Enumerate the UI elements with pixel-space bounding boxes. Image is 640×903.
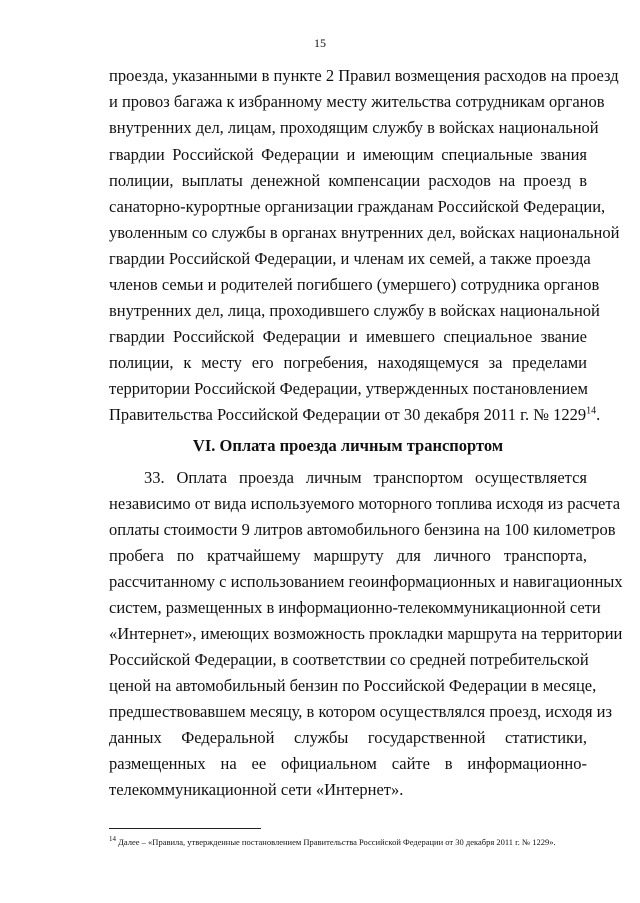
text-line: независимо от вида используемого моторного топлива исходя из расчета [109, 494, 621, 513]
text-line: гвардии Российской Федерации и имевшего специальное звание [109, 327, 587, 346]
text-line: Российской Федерации, в соответствии со средней потребительской [109, 650, 589, 669]
section-heading: VI. Оплата проезда личным транспортом [192, 436, 504, 455]
sentence-end: . [596, 405, 601, 424]
text-line: данных Федеральной службы государственной статистики, [109, 728, 587, 747]
text-line: внутренних дел, лицам, проходящим службу в войсках национальной [109, 118, 599, 137]
text-line: санаторно-курортные организации гражданам Российской Федерации, [109, 197, 606, 216]
text-line: полиции, выплаты денежной компенсации расходов на проезд в [109, 171, 587, 190]
text-line: территории Российской Федерации, утвержденных постановлением [109, 379, 588, 398]
text-line: уволенным со службы в органах внутренних дел, войсках национальной [109, 223, 620, 242]
text-line-last [109, 405, 601, 425]
page-number: 15 [314, 36, 326, 50]
text-line: полиции, к месту его погребения, находящемуся за пределами [109, 353, 587, 372]
text-line: членов семьи и родителей погибшего (умершего) сотрудника органов [109, 275, 600, 294]
footnote-reference: 14 [586, 405, 597, 417]
text-line-content: Правительства Российской Федерации от 30 декабря 2011 г. № 1229 [109, 405, 587, 424]
text-line: «Интернет», имеющих возможность прокладки маршрута на территории [109, 624, 623, 643]
text-line: предшествовавшем месяцу, в котором осуществлялся проезд, исходя из [109, 702, 613, 721]
text-line: размещенных на ее официальном сайте в информационно- [109, 754, 587, 773]
text-line: оплаты стоимости 9 литров автомобильного бензина на 100 километров [109, 520, 616, 539]
text-line: ценой на автомобильный бензин по Российской Федерации в месяце, [109, 676, 597, 695]
footnote-text: Далее – «Правила, утвержденные постановлением Правительства Российской Федерации от 30 декабря 2011 г. № 1229». [116, 837, 556, 847]
text-line: систем, размещенных в информационно-телекоммуникационной сети [109, 598, 601, 617]
text-line-last: телекоммуникационной сети «Интернет». [109, 780, 404, 799]
text-line: внутренних дел, лица, проходившего службу в войсках национальной [109, 301, 600, 320]
footnote-number: 14 [109, 835, 116, 844]
text-line: 33. Оплата проезда личным транспортом осуществляется [144, 468, 587, 487]
footnote-separator [109, 828, 261, 829]
footnote [109, 836, 587, 848]
text-line: и провоз багажа к избранному месту жительства сотрудникам органов [109, 92, 605, 111]
text-line: пробега по кратчайшему маршруту для личного транспорта, [109, 546, 587, 565]
text-line: гвардии Российской Федерации, и членам их семей, а также проезда [109, 249, 591, 268]
text-line: рассчитанному с использованием геоинформационных и навигационных [109, 572, 623, 591]
text-line: проезда, указанными в пункте 2 Правил возмещения расходов на проезд [109, 66, 619, 85]
text-line: гвардии Российской Федерации и имеющим специальные звания [109, 145, 587, 164]
